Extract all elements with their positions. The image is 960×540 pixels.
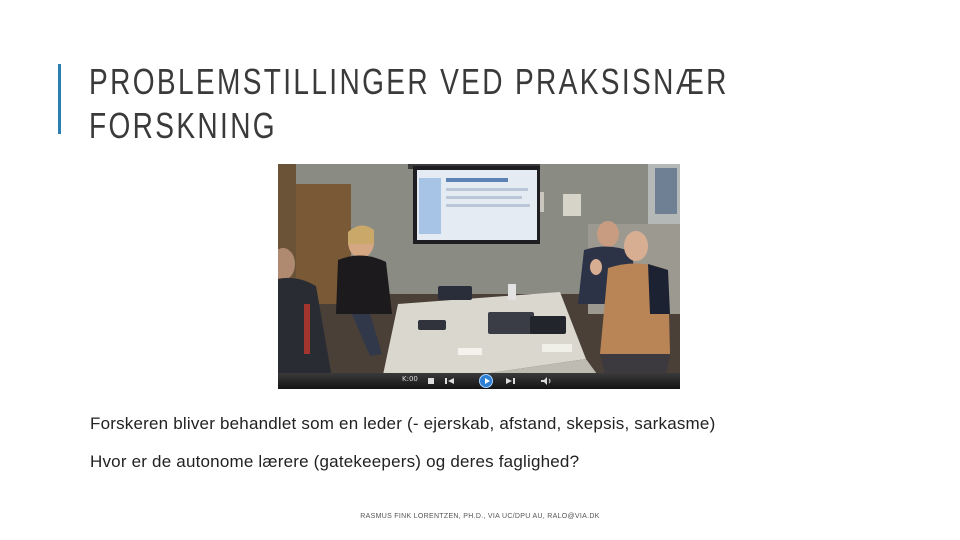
play-icon[interactable] [479, 374, 493, 388]
previous-icon[interactable] [444, 376, 456, 386]
volume-icon[interactable] [540, 376, 554, 386]
stop-icon[interactable] [426, 376, 436, 386]
bullet-researcher-as-leader: Forskeren bliver behandlet som en leder (- ejerskab, afstand, skepsis, sarkasme) [90, 414, 716, 433]
next-icon[interactable] [504, 376, 516, 386]
embedded-video-player[interactable] [278, 164, 680, 389]
slide-title [89, 60, 729, 148]
title-accent-bar [58, 64, 61, 134]
video-frame[interactable] [278, 164, 680, 389]
title-line-2: FORSKNING [89, 105, 277, 146]
slide-footer: RASMUS FINK LORENTZEN, PH.D., VIA UC/DPU AU, RALO@VIA.DK [360, 513, 600, 520]
bullet-autonomous-teachers: Hvor er de autonome lærere (gatekeepers) og deres faglighed? [90, 452, 580, 471]
time-label-left: K:00 [402, 375, 418, 383]
video-control-bar [278, 373, 680, 389]
title-line-1: PROBLEMSTILLINGER VED PRAKSISNÆR [89, 61, 729, 102]
